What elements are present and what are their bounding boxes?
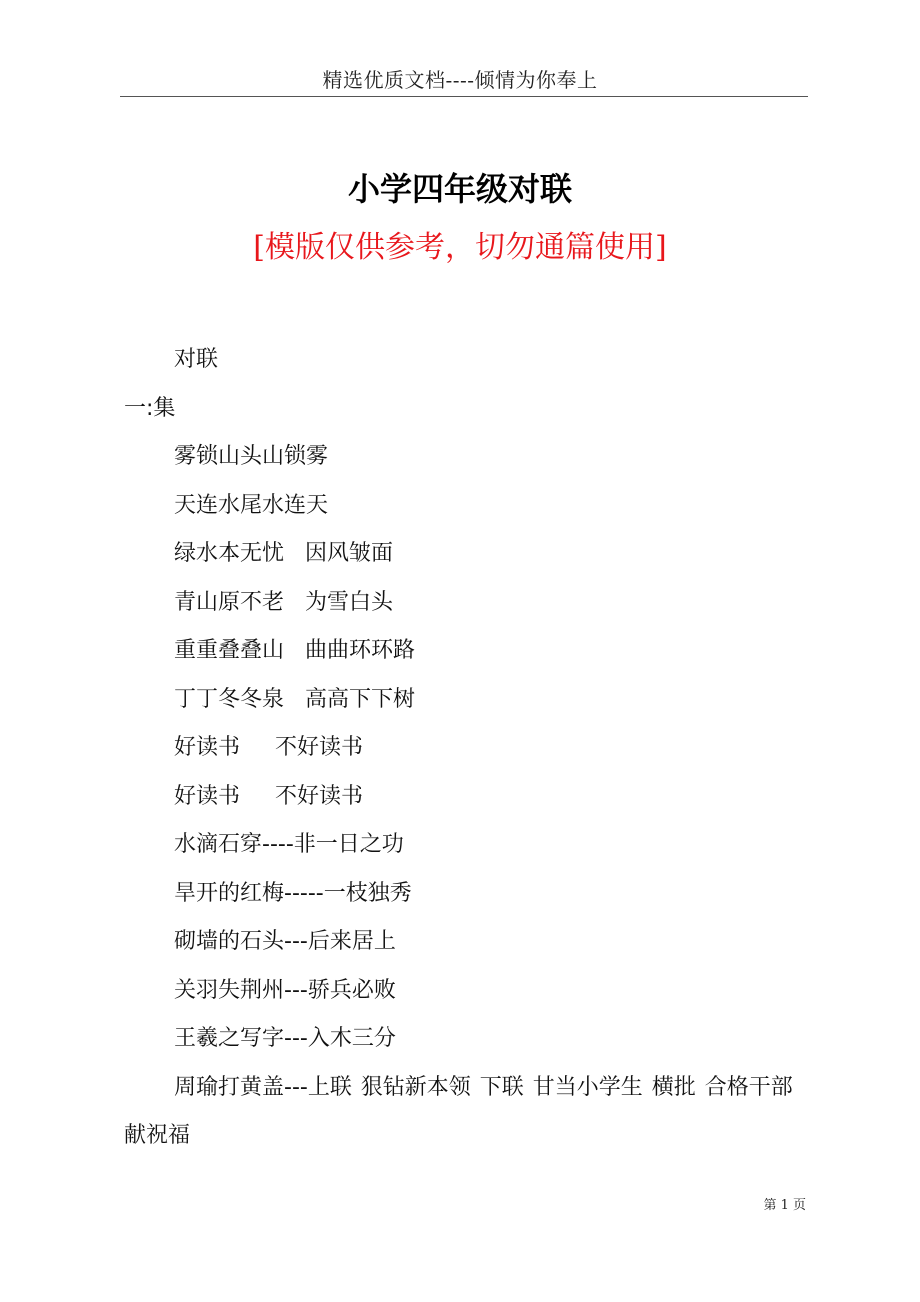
template-notice: [模版仅供参考，切勿通篇使用] [253, 230, 667, 265]
header-divider [120, 96, 808, 97]
couplet-line: 水滴石穿----非一日之功 [174, 832, 404, 857]
closing-paragraph: 周瑜打黄盖---上联 狠钻新本领 下联 甘当小学生 横批 合格干部 献祝福 [124, 1074, 793, 1148]
couplet-line: 关羽失荆州---骄兵必败 [174, 977, 396, 1003]
page-header: 精选优质文档----倾情为你奉上 [322, 68, 598, 92]
intro-heading: 对联 [174, 347, 219, 372]
couplet-line: 王羲之写字---入木三分 [174, 1026, 396, 1051]
couplet-line: 好读书 不好读书 [174, 783, 363, 809]
couplet-line: 绿水本无忧 因风皱面 [174, 541, 393, 566]
couplet-line: 旱开的红梅-----一枝独秀 [174, 880, 412, 906]
couplet-line: 雾锁山头山锁雾 [174, 444, 329, 469]
couplet-line: 丁丁冬冬泉 高高下下树 [174, 686, 415, 712]
couplet-line: 重重叠叠山 曲曲环环路 [174, 638, 415, 663]
document-body [124, 336, 804, 1161]
couplet-line: 天连水尾水连天 [174, 492, 329, 518]
couplet-line: 好读书 不好读书 [174, 735, 363, 760]
couplet-line: 砌墙的石头---后来居上 [174, 929, 396, 954]
section-heading: 一:集 [124, 395, 176, 421]
couplet-line: 青山原不老 为雪白头 [174, 589, 393, 615]
document-title: 小学四年级对联 [347, 170, 572, 208]
page-number: 第 1 页 [763, 1198, 806, 1213]
